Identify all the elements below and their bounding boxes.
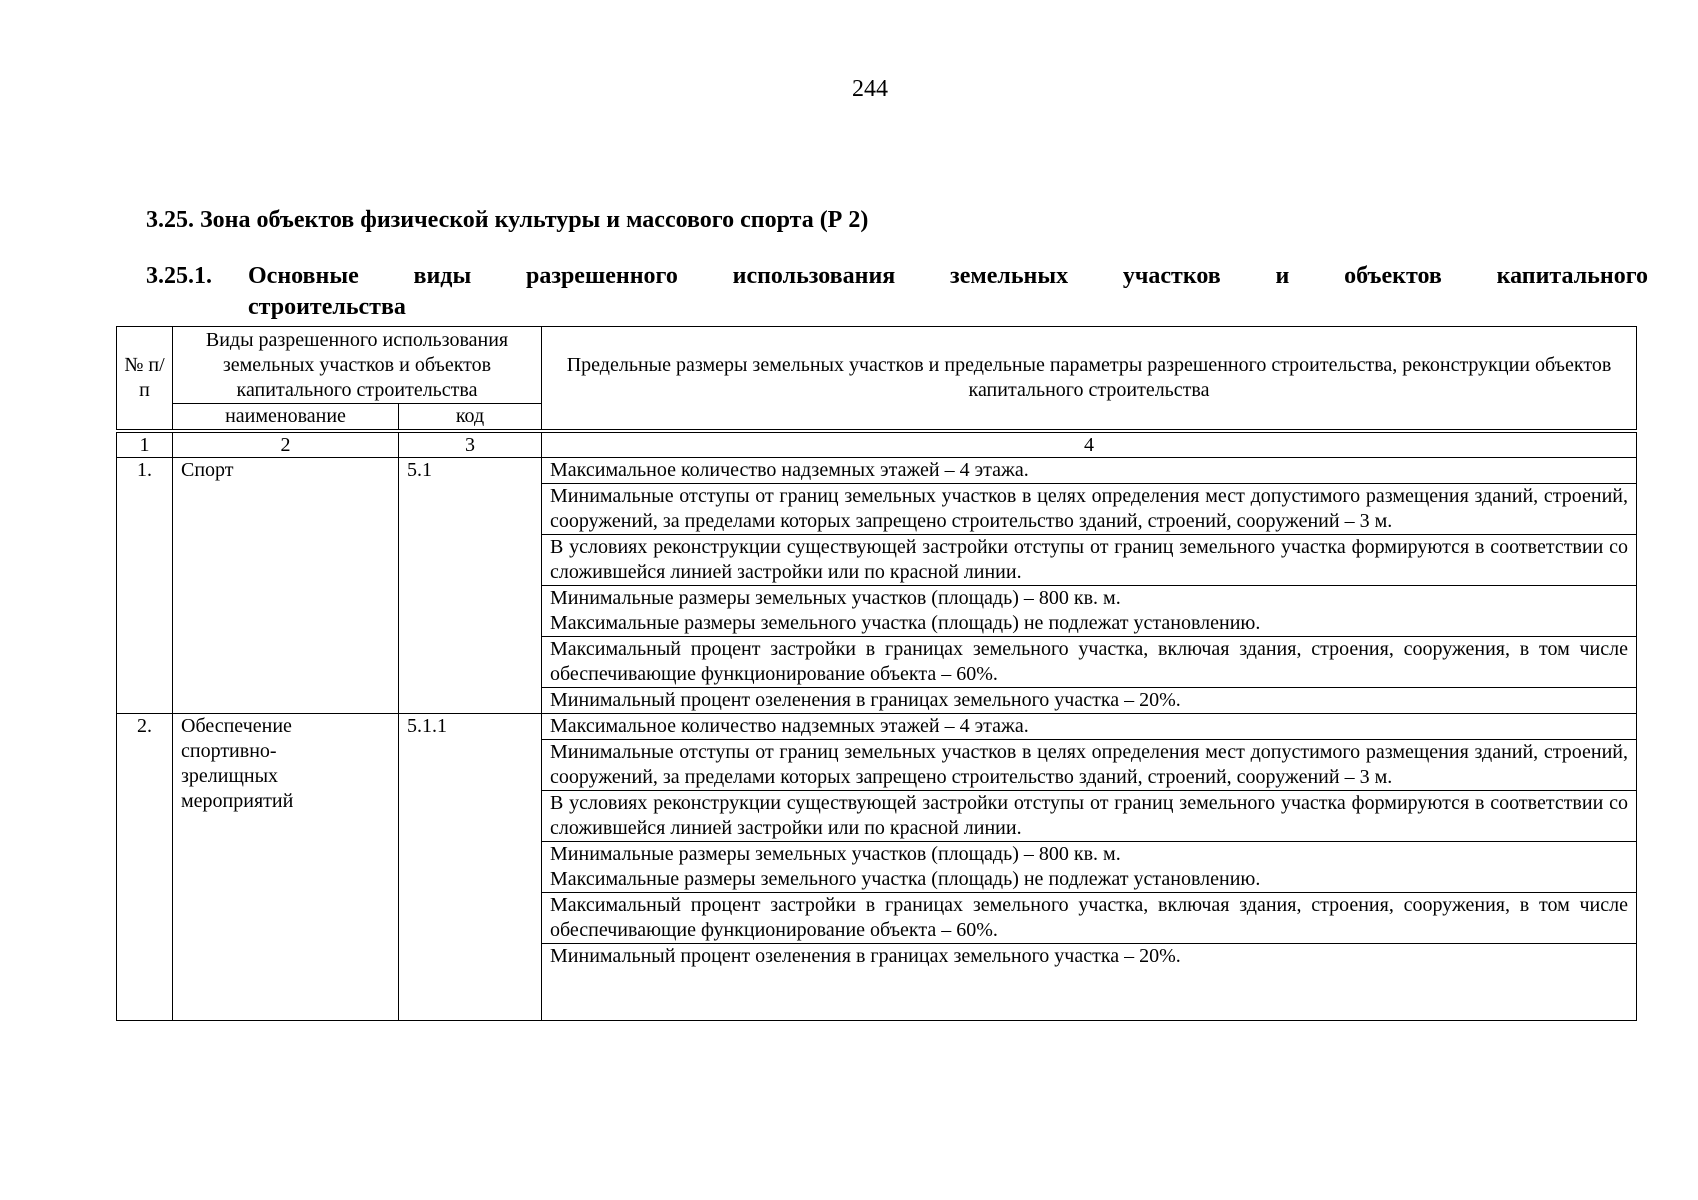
param-cell [542, 586, 1637, 637]
param-cell: Максимальный процент застройки в границах земельного участка, включая здания, строения, сооружения, в том числе обеспечивающие функционирование объекта – 60%. [542, 893, 1637, 944]
column-number: 1 [117, 433, 173, 458]
row-number: 1. [117, 458, 173, 714]
param-cell: Минимальный процент озеленения в границах земельного участка – 20%. [542, 688, 1637, 714]
table-header [116, 326, 1637, 430]
use-name: Спорт [173, 458, 399, 714]
param-line: Максимальные размеры земельного участка (площадь) не подлежат установлению. [550, 612, 1261, 634]
section-title: 3.25. Зона объектов физической культуры и массового спорта (Р 2) [146, 207, 869, 233]
table-row [117, 714, 1637, 740]
subsection-title-line2: строительства [248, 294, 406, 320]
param-cell: Максимальное количество надземных этажей – 4 этажа. [542, 714, 1637, 740]
param-line: Максимальные размеры земельного участка (площадь) не подлежат установлению. [550, 868, 1261, 890]
subsection-number: 3.25.1. [146, 263, 212, 289]
use-name: Обеспечение спортивно-зрелищных мероприятий [173, 714, 399, 1021]
header-col-code: код [399, 404, 542, 430]
header-col-types: Виды разрешенного использования земельных участков и объектов капитального строительства [173, 327, 542, 404]
param-cell: Максимальное количество надземных этажей – 4 этажа. [542, 458, 1637, 484]
param-cell: Минимальные отступы от границ земельных участков в целях определения мест допустимого размещения зданий, строений, сооружений, за пределами которых запрещено строительство зданий, строений, сооружений – 3 м. [542, 484, 1637, 535]
page-number: 244 [852, 76, 888, 102]
header-col-no: № п/п [117, 327, 173, 430]
zoning-table [116, 432, 1637, 1021]
param-cell: Минимальные отступы от границ земельных участков в целях определения мест допустимого размещения зданий, строений, сооружений, за пределами которых запрещено строительство зданий, строений, сооружений – 3 м. [542, 740, 1637, 791]
param-line: Минимальные размеры земельных участков (площадь) – 800 кв. м. [550, 843, 1121, 865]
table-row [117, 458, 1637, 484]
row-number: 2. [117, 714, 173, 1021]
use-code: 5.1 [399, 458, 542, 714]
column-number-row [117, 433, 1637, 458]
column-number: 2 [173, 433, 399, 458]
subsection-title-line1: Основные виды разрешенного использования земельных участков и объектов капитального [248, 263, 1648, 289]
param-line: Минимальные размеры земельных участков (площадь) – 800 кв. м. [550, 587, 1121, 609]
use-code: 5.1.1 [399, 714, 542, 1021]
header-col-params: Предельные размеры земельных участков и предельные параметры разрешенного строительства, реконструкции объектов капитального строительства [542, 327, 1637, 430]
column-number: 3 [399, 433, 542, 458]
param-cell: Минимальный процент озеленения в границах земельного участка – 20%. [542, 944, 1637, 1021]
column-number: 4 [542, 433, 1637, 458]
param-cell: Максимальный процент застройки в границах земельного участка, включая здания, строения, сооружения, в том числе обеспечивающие функционирование объекта – 60%. [542, 637, 1637, 688]
param-cell [542, 842, 1637, 893]
subsection-title [146, 262, 1648, 291]
param-cell: В условиях реконструкции существующей застройки отступы от границ земельного участка формируются в соответствии со сложившейся линией застройки или по красной линии. [542, 535, 1637, 586]
param-cell: В условиях реконструкции существующей застройки отступы от границ земельного участка формируются в соответствии со сложившейся линией застройки или по красной линии. [542, 791, 1637, 842]
header-col-name: наименование [173, 404, 399, 430]
